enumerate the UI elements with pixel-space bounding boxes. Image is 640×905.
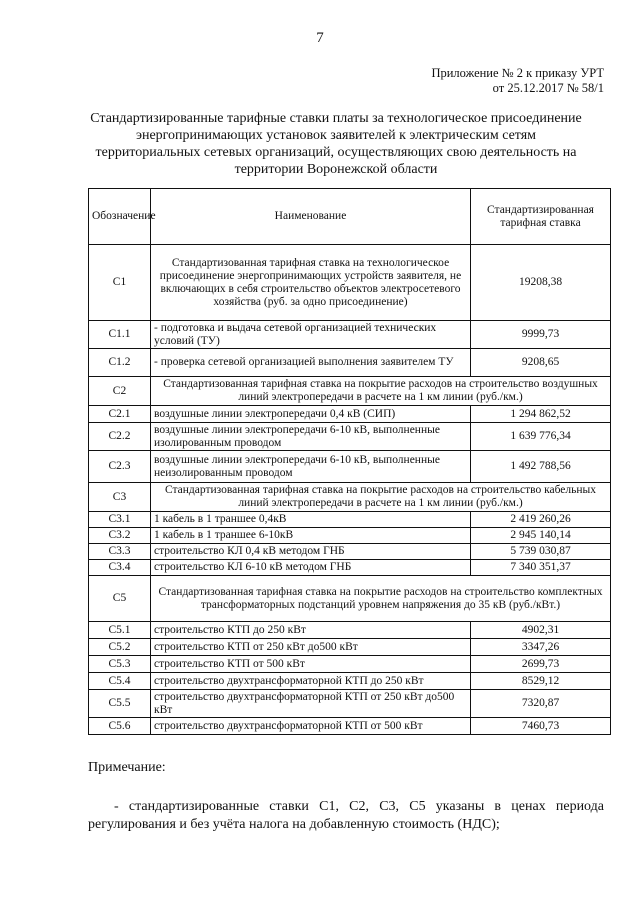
row-code: С5.3 (89, 656, 151, 673)
page-number: 7 (316, 30, 324, 46)
row-name: воздушные линии электропередачи 0,4 кВ (СИП) (151, 406, 471, 423)
row-code: С1 (89, 245, 151, 321)
row-name: 1 кабель в 1 траншее 6-10кВ (151, 528, 471, 544)
table-row (89, 321, 611, 349)
row-name: строительство КЛ 6-10 кВ методом ГНБ (151, 560, 471, 576)
row-name: Стандартизованная тарифная ставка на покрытие расходов на строительство комплектных трансформаторных подстанций уровнем напряжения до 35 кВ (руб./кВт.) (151, 576, 611, 622)
table-section-row (89, 576, 611, 622)
table-row (89, 690, 611, 718)
row-value: 2699,73 (471, 656, 611, 673)
table-row (89, 512, 611, 528)
row-name: строительство КТП от 500 кВт (151, 656, 471, 673)
header-code: Обозначение (89, 189, 151, 245)
row-name: Стандартизованная тарифная ставка на покрытие расходов на строительство воздушных линий электропередачи в расчете на 1 км линии (руб./км.) (151, 377, 611, 406)
table-row (89, 622, 611, 639)
table-row (89, 406, 611, 423)
note-text: - стандартизированные ставки С1, С2, С3, С5 указаны в ценах периода регулирования и без учёта налога на добавленную стоимость (НДС); (88, 799, 604, 832)
row-value: 9208,65 (471, 349, 611, 377)
appendix-line-1: Приложение № 2 к приказу УРТ (431, 66, 604, 80)
table-section-row (89, 377, 611, 406)
row-value: 1 639 776,34 (471, 423, 611, 451)
row-code: С5.5 (89, 690, 151, 718)
row-code: С5.6 (89, 718, 151, 735)
row-code: С3 (89, 483, 151, 512)
row-code: С1.1 (89, 321, 151, 349)
header-rate: Стандартизированная тарифная ставка (471, 189, 611, 245)
table-row (89, 528, 611, 544)
row-name: строительство двухтрансформаторной КТП от 250 кВт до500 кВт (151, 690, 471, 718)
table-row (89, 560, 611, 576)
table-row (89, 544, 611, 560)
appendix-reference (431, 66, 604, 96)
tariff-rates-table (88, 188, 611, 735)
row-code: С3.4 (89, 560, 151, 576)
row-name: строительство КЛ 0,4 кВ методом ГНБ (151, 544, 471, 560)
row-code: С3.1 (89, 512, 151, 528)
document-title: Стандартизированные тарифные ставки платы за технологическое присоединение энергопринимающих установок заявителей к электрическим сетям территориальных сетевых организаций, осуществляющих свою деятельность на территории Воронежской области (90, 111, 582, 177)
row-value: 7460,73 (471, 718, 611, 735)
table-header-row (89, 189, 611, 245)
table-row (89, 718, 611, 735)
row-name: - проверка сетевой организацией выполнения заявителем ТУ (151, 349, 471, 377)
row-name: - подготовка и выдача сетевой организацией технических условий (ТУ) (151, 321, 471, 349)
row-code: С2.2 (89, 423, 151, 451)
row-code: С2.1 (89, 406, 151, 423)
row-code: С5.2 (89, 639, 151, 656)
row-code: С5.1 (89, 622, 151, 639)
row-name: Стандартизованная тарифная ставка на покрытие расходов на строительство кабельных линий электропередачи в расчете на 1 км линии (руб./км.) (151, 483, 611, 512)
table-row (89, 423, 611, 451)
row-code: С3.2 (89, 528, 151, 544)
row-value: 2 419 260,26 (471, 512, 611, 528)
table-row (89, 639, 611, 656)
note-title: Примечание: (88, 760, 166, 775)
row-value: 8529,12 (471, 673, 611, 690)
table-row (89, 656, 611, 673)
table-section-row (89, 483, 611, 512)
row-code: С2.3 (89, 451, 151, 483)
row-name: 1 кабель в 1 траншее 0,4кВ (151, 512, 471, 528)
row-value: 5 739 030,87 (471, 544, 611, 560)
row-value: 1 492 788,56 (471, 451, 611, 483)
row-value: 4902,31 (471, 622, 611, 639)
row-name: строительство двухтрансформаторной КТП до 250 кВт (151, 673, 471, 690)
row-code: С5.4 (89, 673, 151, 690)
table-row (89, 451, 611, 483)
table-row (89, 245, 611, 321)
header-name: Наименование (151, 189, 471, 245)
row-name: строительство КТП до 250 кВт (151, 622, 471, 639)
row-name: строительство КТП от 250 кВт до500 кВт (151, 639, 471, 656)
row-code: С3.3 (89, 544, 151, 560)
row-value: 1 294 862,52 (471, 406, 611, 423)
table-row (89, 673, 611, 690)
row-value: 2 945 140,14 (471, 528, 611, 544)
row-value: 9999,73 (471, 321, 611, 349)
appendix-line-2: от 25.12.2017 № 58/1 (492, 81, 604, 95)
row-value: 3347,26 (471, 639, 611, 656)
row-value: 7320,87 (471, 690, 611, 718)
row-code: С1.2 (89, 349, 151, 377)
row-value: 19208,38 (471, 245, 611, 321)
row-name: Стандартизованная тарифная ставка на технологическое присоединение энергопринимающих устройств заявителя, не включающих в себя строительство объектов электросетевого хозяйства (руб. за одно присоединение) (151, 245, 471, 321)
table-row (89, 349, 611, 377)
row-code: С2 (89, 377, 151, 406)
row-value: 7 340 351,37 (471, 560, 611, 576)
row-name: воздушные линии электропередачи 6-10 кВ, выполненные изолированным проводом (151, 423, 471, 451)
row-name: строительство двухтрансформаторной КТП от 500 кВт (151, 718, 471, 735)
row-code: С5 (89, 576, 151, 622)
row-name: воздушные линии электропередачи 6-10 кВ, выполненные неизолированным проводом (151, 451, 471, 483)
